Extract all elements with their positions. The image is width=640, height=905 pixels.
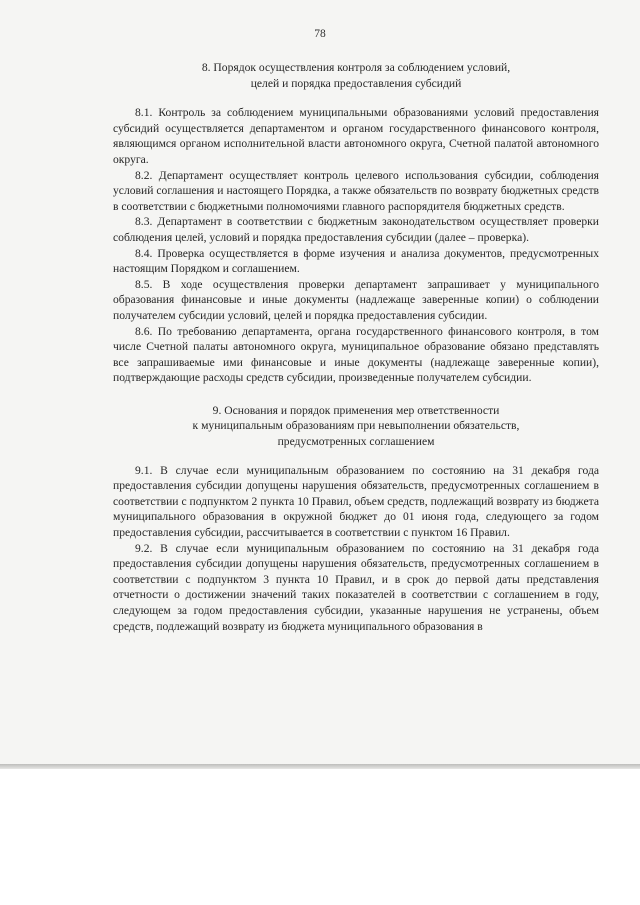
heading-line: 8. Порядок осуществления контроля за соблюдением условий, <box>201 61 511 74</box>
page-number: 78 <box>314 28 326 40</box>
heading-line: предусмотренных соглашением <box>277 435 435 449</box>
document-body <box>113 60 599 634</box>
paragraph-8-6: 8.6. По требованию департамента, органа государственного финансового контроля, в том числе Счетной палаты автономного округа, муниципальное образование обязано представлять все запрашиваемые ими финансовые и иные документы (надлежаще заверенные копии), подтверждающие расходы средств субсидии, произведенные получателем субсидии. <box>113 324 599 385</box>
paragraph-8-2: 8.2. Департамент осуществляет контроль целевого использования субсидии, соблюдения условий соглашения и настоящего Порядка, а также обязательств по возврату бюджетных средств в соответствии с бюджетными полномочиями главного распорядителя бюджетных средств. <box>113 168 599 213</box>
heading-line: 9. Основания и порядок применения мер ответственности <box>212 403 500 417</box>
paragraph-8-1: 8.1. Контроль за соблюдением муниципальными образованиями условий предоставления субсидий осуществляется департаментом и органом государственного финансового контроля, являющимся органом исполнительной власти автономного округа, Счетной палатой автономного округа. <box>113 106 599 166</box>
paragraph-8-3: 8.3. Департамент в соответствии с бюджетным законодательством осуществляет проверки соблюдения целей, условий и порядка предоставления субсидии (далее – проверка). <box>113 215 599 244</box>
paragraph-8-4: 8.4. Проверка осуществляется в форме изучения и анализа документов, предусмотренных настоящим Порядком и соглашением. <box>113 246 599 276</box>
heading-line: к муниципальным образованиям при невыполнении обязательств, <box>192 419 520 433</box>
heading-line: целей и порядка предоставления субсидий <box>250 76 462 90</box>
section-9-heading <box>113 403 599 450</box>
page-edge-shadow <box>0 764 640 769</box>
paragraph-9-1: 9.1. В случае если муниципальным образованием по состоянию на 31 декабря года предоставления субсидии допущены нарушения обязательств, предусмотренных соглашением в соответствии с подпунктом 2 пункта 10 Правил, объем средств, подлежащий возврату из бюджета муниципального образования в окружной бюджет до 01 июня года, следующего за годом предоставления субсидии, рассчитывается в соответствии с пунктом 16 Правил. <box>113 463 599 540</box>
paragraph-8-5: 8.5. В ходе осуществления проверки департамент запрашивает у муниципального образования финансовые и иные документы (надлежаще заверенные копии) о соблюдении получателем субсидии условий, целей и порядка предоставления субсидии. <box>113 277 599 322</box>
paragraph-9-2: 9.2. В случае если муниципальным образованием по состоянию на 31 декабря года предоставления субсидии допущены нарушения обязательств, предусмотренных соглашением в соответствии с подпунктом 3 пункта 10 Правил, и в срок до первой даты представления отчетности о достижении значений таких показателей в соответствии с соглашением в году, следующем за годом предоставления субсидии, указанные нарушения не устранены, объем средств, подлежащий возврату из бюджета муниципального образования в <box>113 541 599 633</box>
section-8-heading <box>113 60 599 91</box>
